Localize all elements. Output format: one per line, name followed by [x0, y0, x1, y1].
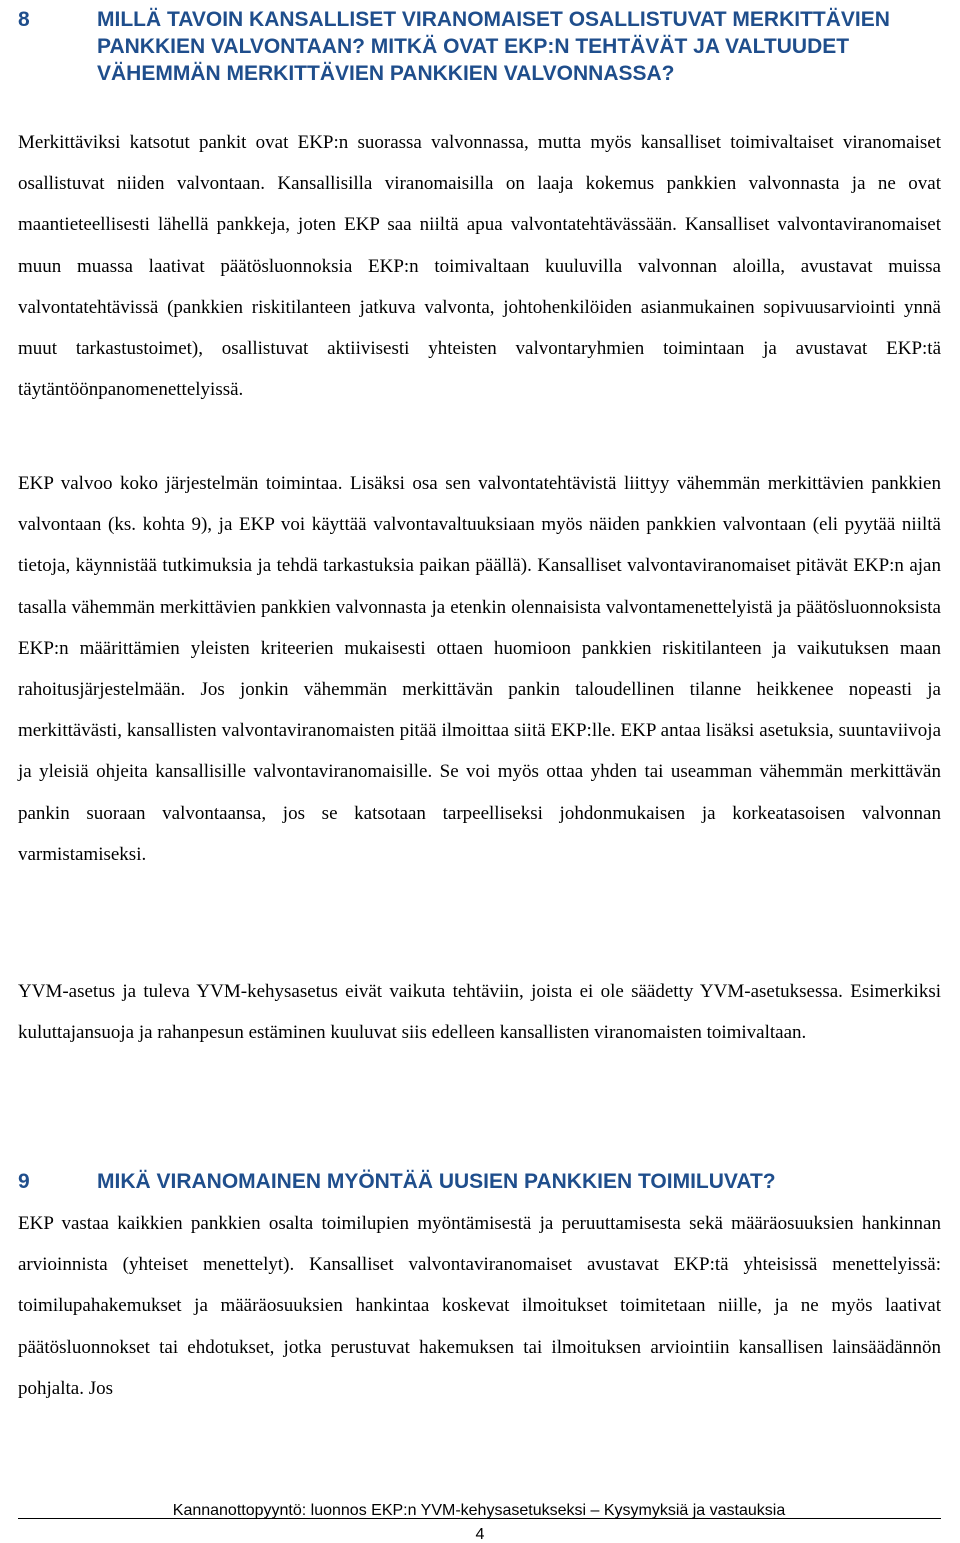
section-9-number: 9 [18, 1170, 30, 1193]
page-number: 4 [475, 1526, 485, 1543]
footer-text: Kannanottopyyntö: luonnos EKP:n YVM-kehysasetukseksi – Kysymyksiä ja vastauksia [172, 1502, 786, 1519]
section-8-paragraph-1: Merkittäviksi katsotut pankit ovat EKP:n suorassa valvonnassa, mutta myös kansalliset toimivaltaiset viranomaiset osallistuvat niiden valvontaan. Kansallisilla viranomaisilla on laaja kokemus pankkien valvonnasta ja ne ovat maantieteellisesti lähellä pankkeja, joten EKP saa niiltä apua valvontatehtävässään. Kansalliset valvontaviranomaiset muun muassa laativat päätösluonnoksia EKP:n toimivaltaan kuuluvilla valvonnan aloilla, avustavat muissa valvontatehtävissä (pankkien riskitilanteen jatkuva valvonta, johtohenkilöiden asianmukainen sopivuusarviointi ynnä muut tarkastustoimet), osallistuvat aktiivisesti yhteisten valvontaryhmien toimintaan ja avustavat EKP:tä täytäntöönpanomenettelyissä. [18, 132, 941, 401]
section-9-title: MIKÄ VIRANOMAINEN MYÖNTÄÄ UUSIEN PANKKIEN TOIMILUVAT? [97, 1170, 776, 1193]
section-8-paragraph-3: YVM-asetus ja tuleva YVM-kehysasetus eivät vaikuta tehtäviin, joista ei ole säädetty YVM-asetuksessa. Esimerkiksi kuluttajansuoja ja rahanpesun estäminen kuuluvat siis edelleen kansallisten viranomaisten toimivaltaan. [18, 981, 941, 1044]
footer-divider [18, 1518, 941, 1519]
section-9-heading [18, 1168, 948, 1195]
section-8-heading [18, 6, 948, 87]
section-9-paragraph-1: EKP vastaa kaikkien pankkien osalta toimilupien myöntämisestä ja peruuttamisesta sekä määräosuuksien hankinnan arvioinnista (yhteiset menettelyt). Kansalliset valvontaviranomaiset avustavat EKP:tä yhteisissä menettelyissä: toimilupahakemukset ja määräosuuksien hankintaa koskevat ilmoitukset toimitetaan niille, ja ne myös laativat päätösluonnokset tai ehdotukset, jotka perustuvat hakemuksen tai ilmoituksen arviointiin kansallisen lainsäädännön pohjalta. Jos [18, 1213, 941, 1399]
section-8-title: MILLÄ TAVOIN KANSALLISET VIRANOMAISET OSALLISTUVAT MERKITTÄVIEN PANKKIEN VALVONTAAN? MITKÄ OVAT EKP:N TEHTÄVÄT JA VALTUUDET VÄHEMMÄN MERKITTÄVIEN PANKKIEN VALVONNASSA? [97, 8, 890, 85]
section-8-paragraph-2: EKP valvoo koko järjestelmän toimintaa. Lisäksi osa sen valvontatehtävistä liittyy vähemmän merkittävien pankkien valvontaan (ks. kohta 9), ja EKP voi käyttää valvontavaltuuksiaan myös näiden pankkien valvontaan (eli pyytää niiltä tietoja, käynnistää tutkimuksia ja tehdä tarkastuksia paikan päällä). Kansalliset valvontaviranomaiset pitävät EKP:n ajan tasalla vähemmän merkittävien pankkien valvonnasta ja etenkin olennaisista valvontamenettelyistä ja päätösluonnoksista EKP:n määrittämien yleisten kriteerien mukaisesti ottaen huomioon pankkien riskitilanteen ja vaikutuksen maan rahoitusjärjestelmään. Jos jonkin vähemmän merkittävän pankin taloudellinen tilanne heikkenee nopeasti ja merkittävästi, kansallisten valvontaviranomaisten pitää ilmoittaa siitä EKP:lle. EKP antaa lisäksi asetuksia, suuntaviivoja ja yleisiä ohjeita kansallisille valvontaviranomaisille. Se voi myös ottaa yhden tai useamman vähemmän merkittävän pankin suoraan valvontaansa, jos se katsotaan tarpeelliseksi johdonmukaisen ja korkeatasoisen valvonnan varmistamiseksi. [18, 473, 941, 865]
section-8-number: 8 [18, 8, 30, 31]
